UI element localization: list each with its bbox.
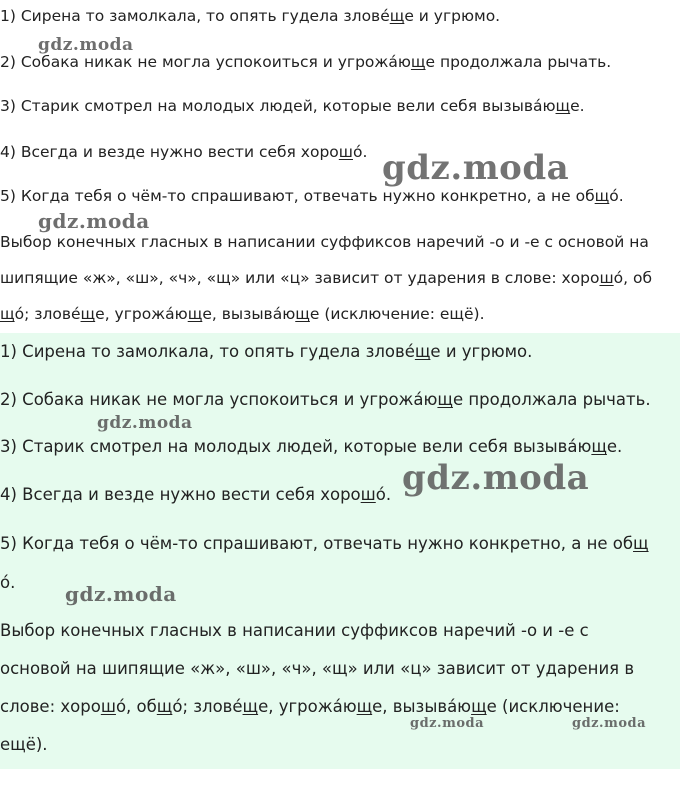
underlined-letter: ш bbox=[338, 143, 353, 161]
watermark: gdz.moda bbox=[572, 716, 647, 731]
text-segment: Выбор конечных гласных в написании суффиксов наречий -о и -е с основой на bbox=[0, 233, 649, 251]
underlined-letter: щ bbox=[633, 534, 649, 553]
text-segment: о́. bbox=[352, 143, 368, 161]
text-segment: о́; злове́ bbox=[172, 697, 243, 716]
text-segment: е, угрожа́ю bbox=[95, 305, 188, 323]
watermark: gdz.moda bbox=[38, 35, 134, 55]
text-line bbox=[0, 269, 652, 287]
text-segment: е, вызыва́ю bbox=[202, 305, 296, 323]
underlined-letter: щ bbox=[594, 187, 610, 205]
text-line bbox=[0, 437, 622, 456]
text-line bbox=[0, 143, 367, 161]
text-segment: е. bbox=[570, 97, 585, 115]
text-segment: 4) Всегда и везде нужно вести себя хоро bbox=[0, 143, 339, 161]
underlined-letter: щ bbox=[356, 697, 373, 716]
answer-block-2 bbox=[0, 333, 680, 769]
text-segment: е и угрюмо. bbox=[430, 342, 533, 361]
text-line bbox=[0, 7, 500, 25]
text-segment: о́. bbox=[0, 573, 16, 592]
text-line bbox=[0, 390, 651, 409]
underlined-letter: щ bbox=[414, 342, 431, 361]
text-line bbox=[0, 621, 589, 640]
text-line bbox=[0, 485, 391, 504]
underlined-letter: щ bbox=[242, 697, 259, 716]
text-line bbox=[0, 534, 649, 553]
text-segment: Выбор конечных гласных в написании суффиксов наречий -о и -е с bbox=[0, 621, 589, 640]
text-segment: 1) Сирена то замолкала, то опять гудела злове́ bbox=[0, 342, 415, 361]
underlined-letter: щ bbox=[295, 305, 310, 323]
text-segment: ещё). bbox=[0, 735, 48, 754]
underlined-letter: ш bbox=[360, 485, 376, 504]
underlined-letter: щ bbox=[555, 97, 571, 115]
text-segment: е продолжала рычать. bbox=[425, 53, 612, 71]
text-line bbox=[0, 735, 48, 754]
text-segment: 2) Собака никак не могла успокоиться и угрожа́ю bbox=[0, 53, 411, 71]
watermark: gdz.moda bbox=[410, 716, 485, 731]
text-line bbox=[0, 659, 634, 678]
underlined-letter: ш bbox=[599, 269, 614, 287]
text-segment: е, вызыва́ю bbox=[372, 697, 472, 716]
underlined-letter: щ bbox=[156, 697, 173, 716]
text-segment: е продолжала рычать. bbox=[452, 390, 651, 409]
text-line bbox=[0, 573, 15, 592]
text-segment: о́. bbox=[375, 485, 392, 504]
text-segment: о́, об bbox=[115, 697, 157, 716]
text-segment: 3) Старик смотрел на молодых людей, которые вели себя вызыва́ю bbox=[0, 437, 592, 456]
underlined-letter: щ bbox=[410, 53, 426, 71]
text-segment: основой на шипящие «ж», «ш», «ч», «щ» или «ц» зависит от ударения в bbox=[0, 659, 635, 678]
text-line bbox=[0, 305, 485, 323]
watermark: gdz.moda bbox=[65, 582, 177, 606]
text-segment: шипящие «ж», «ш», «ч», «щ» или «ц» зависит от ударения в слове: хоро bbox=[0, 269, 600, 287]
text-line bbox=[0, 697, 620, 716]
text-segment: 3) Старик смотрел на молодых людей, которые вели себя вызыва́ю bbox=[0, 97, 556, 115]
text-line bbox=[0, 97, 585, 115]
text-line bbox=[0, 342, 532, 361]
text-segment: е. bbox=[606, 437, 623, 456]
text-line bbox=[0, 53, 611, 71]
text-segment: 2) Собака никак не могла успокоиться и угрожа́ю bbox=[0, 390, 438, 409]
watermark: gdz.moda bbox=[97, 413, 193, 433]
text-segment: е и угрюмо. bbox=[404, 7, 501, 25]
underlined-letter: щ bbox=[471, 697, 487, 716]
watermark: gdz.moda bbox=[402, 458, 590, 498]
text-segment: е, угрожа́ю bbox=[258, 697, 357, 716]
underlined-letter: ш bbox=[100, 697, 116, 716]
text-segment: 1) Сирена то замолкала, то опять гудела злове́ bbox=[0, 7, 390, 25]
underlined-letter: щ bbox=[389, 7, 405, 25]
underlined-letter: щ bbox=[80, 305, 96, 323]
text-segment: 5) Когда тебя о чём-то спрашивают, отвечать нужно конкретно, а не об bbox=[0, 534, 634, 553]
text-segment: о́; злове́ bbox=[14, 305, 81, 323]
text-segment: о́, об bbox=[613, 269, 653, 287]
text-segment: е (исключение: ещё). bbox=[309, 305, 485, 323]
watermark: gdz.moda bbox=[382, 148, 570, 188]
text-line bbox=[0, 187, 624, 205]
text-line bbox=[0, 233, 649, 251]
watermark: gdz.moda bbox=[38, 209, 150, 233]
underlined-letter: щ bbox=[437, 390, 453, 409]
text-segment: слове: хоро bbox=[0, 697, 101, 716]
underlined-letter: щ bbox=[591, 437, 607, 456]
text-segment: 4) Всегда и везде нужно вести себя хоро bbox=[0, 485, 361, 504]
text-segment: е (исключение: bbox=[486, 697, 620, 716]
text-segment: 5) Когда тебя о чём-то спрашивают, отвечать нужно конкретно, а не об bbox=[0, 187, 595, 205]
underlined-letter: щ bbox=[0, 305, 15, 323]
underlined-letter: щ bbox=[187, 305, 203, 323]
text-segment: о́. bbox=[609, 187, 624, 205]
